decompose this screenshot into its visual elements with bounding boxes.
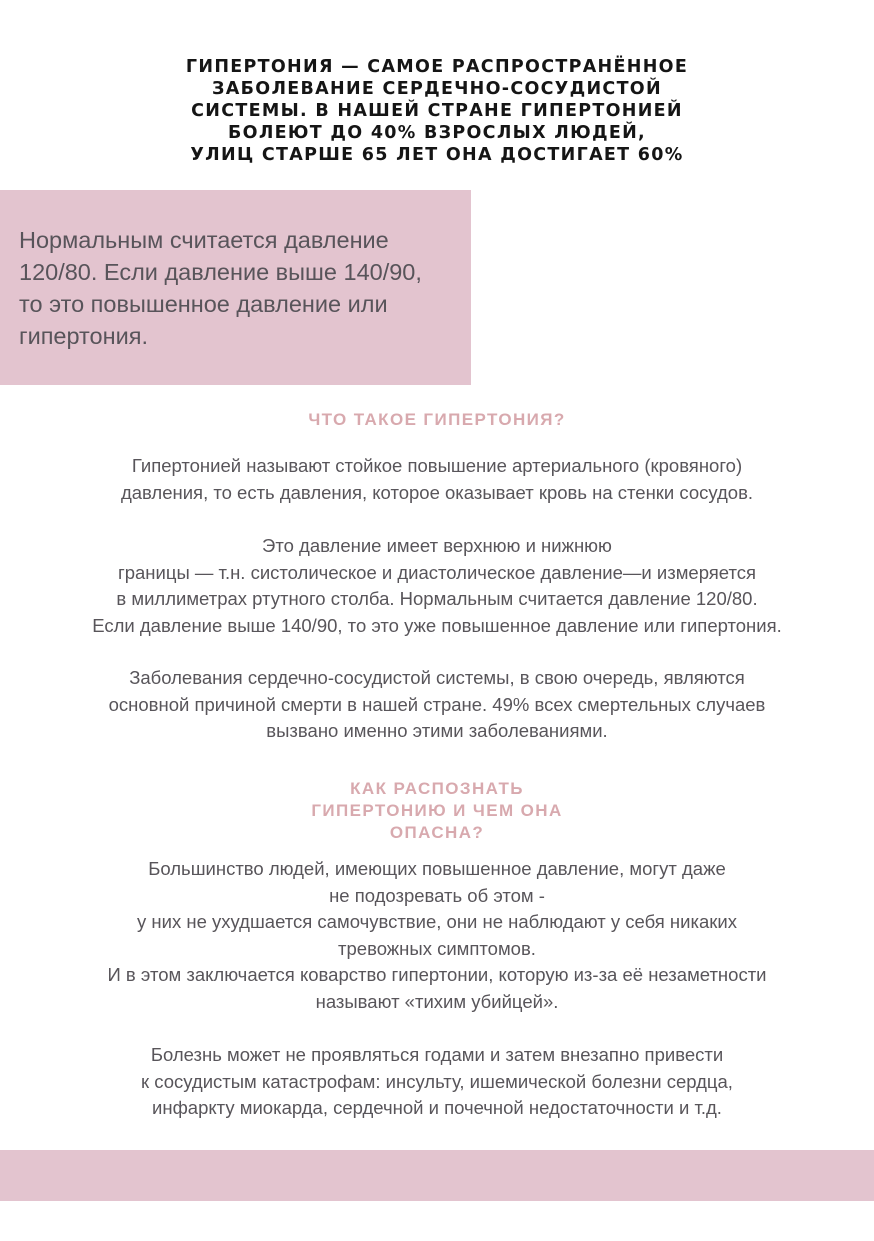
section-title-what-is: ЧТО ТАКОЕ ГИПЕРТОНИЯ? bbox=[308, 410, 566, 429]
paragraph-line: у них не ухудшается самочувствие, они не наблюдают у себя никаких bbox=[137, 911, 737, 932]
section-title-line: ГИПЕРТОНИЮ И ЧЕМ ОНА bbox=[311, 801, 563, 820]
paragraph-line: называют «тихим убийцей». bbox=[315, 990, 559, 1012]
paragraph-line: Заболевания сердечно-сосудистой системы, в свою очередь, являются bbox=[129, 667, 745, 688]
paragraph-complications bbox=[0, 1042, 874, 1122]
paragraph-line: основной причиной смерти в нашей стране. 49% всех смертельных случаев bbox=[108, 693, 766, 715]
paragraph-line: Гипертонией называют стойкое повышение артериального (кровяного) bbox=[131, 455, 743, 476]
paragraph-line: Это давление имеет верхнюю и нижнюю bbox=[262, 535, 612, 556]
paragraph-line: вызвано именно этими заболеваниями. bbox=[266, 720, 608, 741]
headline-line: БОЛЕЮТ ДО 40% ВЗРОСЛЫХ ЛЮДЕЙ, bbox=[228, 123, 646, 143]
callout-line: Нормальным считается давление bbox=[19, 227, 389, 253]
paragraph-line: границы — т.н. систолическое и диастолическое давление—и измеряется bbox=[117, 561, 757, 583]
paragraph-pressure bbox=[0, 533, 874, 639]
paragraph-line: Если давление выше 140/90, то это уже повышенное давление или гипертония. bbox=[92, 614, 782, 636]
paragraph-line: не подозревать об этом - bbox=[329, 884, 545, 906]
footer-band bbox=[0, 1150, 874, 1201]
headline-line: ЗАБОЛЕВАНИЕ СЕРДЕЧНО-СОСУДИСТОЙ bbox=[212, 79, 662, 99]
paragraph-mortality bbox=[0, 665, 874, 745]
callout-line: гипертония. bbox=[19, 323, 148, 349]
callout-line: 120/80. Если давление выше 140/90, bbox=[19, 259, 422, 285]
section-title-line: ОПАСНА? bbox=[389, 823, 485, 842]
paragraph-line: тревожных симптомов. bbox=[338, 937, 536, 959]
section-title-line: КАК РАСПОЗНАТЬ bbox=[350, 779, 524, 798]
paragraph-definition bbox=[0, 453, 874, 506]
paragraph-line: инфаркту миокарда, сердечной и почечной недостаточности и т.д. bbox=[152, 1097, 722, 1118]
callout-text bbox=[19, 224, 469, 352]
headline bbox=[150, 56, 724, 166]
callout-line: то это повышенное давление или bbox=[19, 291, 388, 317]
headline-line: СИСТЕМЫ. В НАШЕЙ СТРАНЕ ГИПЕРТОНИЕЙ bbox=[191, 101, 683, 121]
paragraph-line: Болезнь может не проявляться годами и затем внезапно привести bbox=[150, 1044, 724, 1065]
headline-line: УЛИЦ СТАРШЕ 65 ЛЕТ ОНА ДОСТИГАЕТ 60% bbox=[190, 145, 684, 165]
paragraph-silent-killer bbox=[0, 856, 874, 1015]
headline-line: ГИПЕРТОНИЯ — САМОЕ РАСПРОСТРАНЁННОЕ bbox=[185, 57, 689, 77]
paragraph-line: давления, то есть давления, которое оказывает кровь на стенки сосудов. bbox=[120, 481, 754, 503]
paragraph-line: И в этом заключается коварство гипертонии, которую из-за её незаметности bbox=[107, 964, 767, 985]
paragraph-line: к сосудистым катастрофам: инсульту, ишемической болезни сердца, bbox=[141, 1070, 733, 1092]
paragraph-line: Большинство людей, имеющих повышенное давление, могут даже bbox=[148, 858, 726, 879]
section-title-how-to-recognize bbox=[0, 778, 874, 844]
paragraph-line: в миллиметрах ртутного столба. Нормальным считается давление 120/80. bbox=[116, 588, 758, 609]
